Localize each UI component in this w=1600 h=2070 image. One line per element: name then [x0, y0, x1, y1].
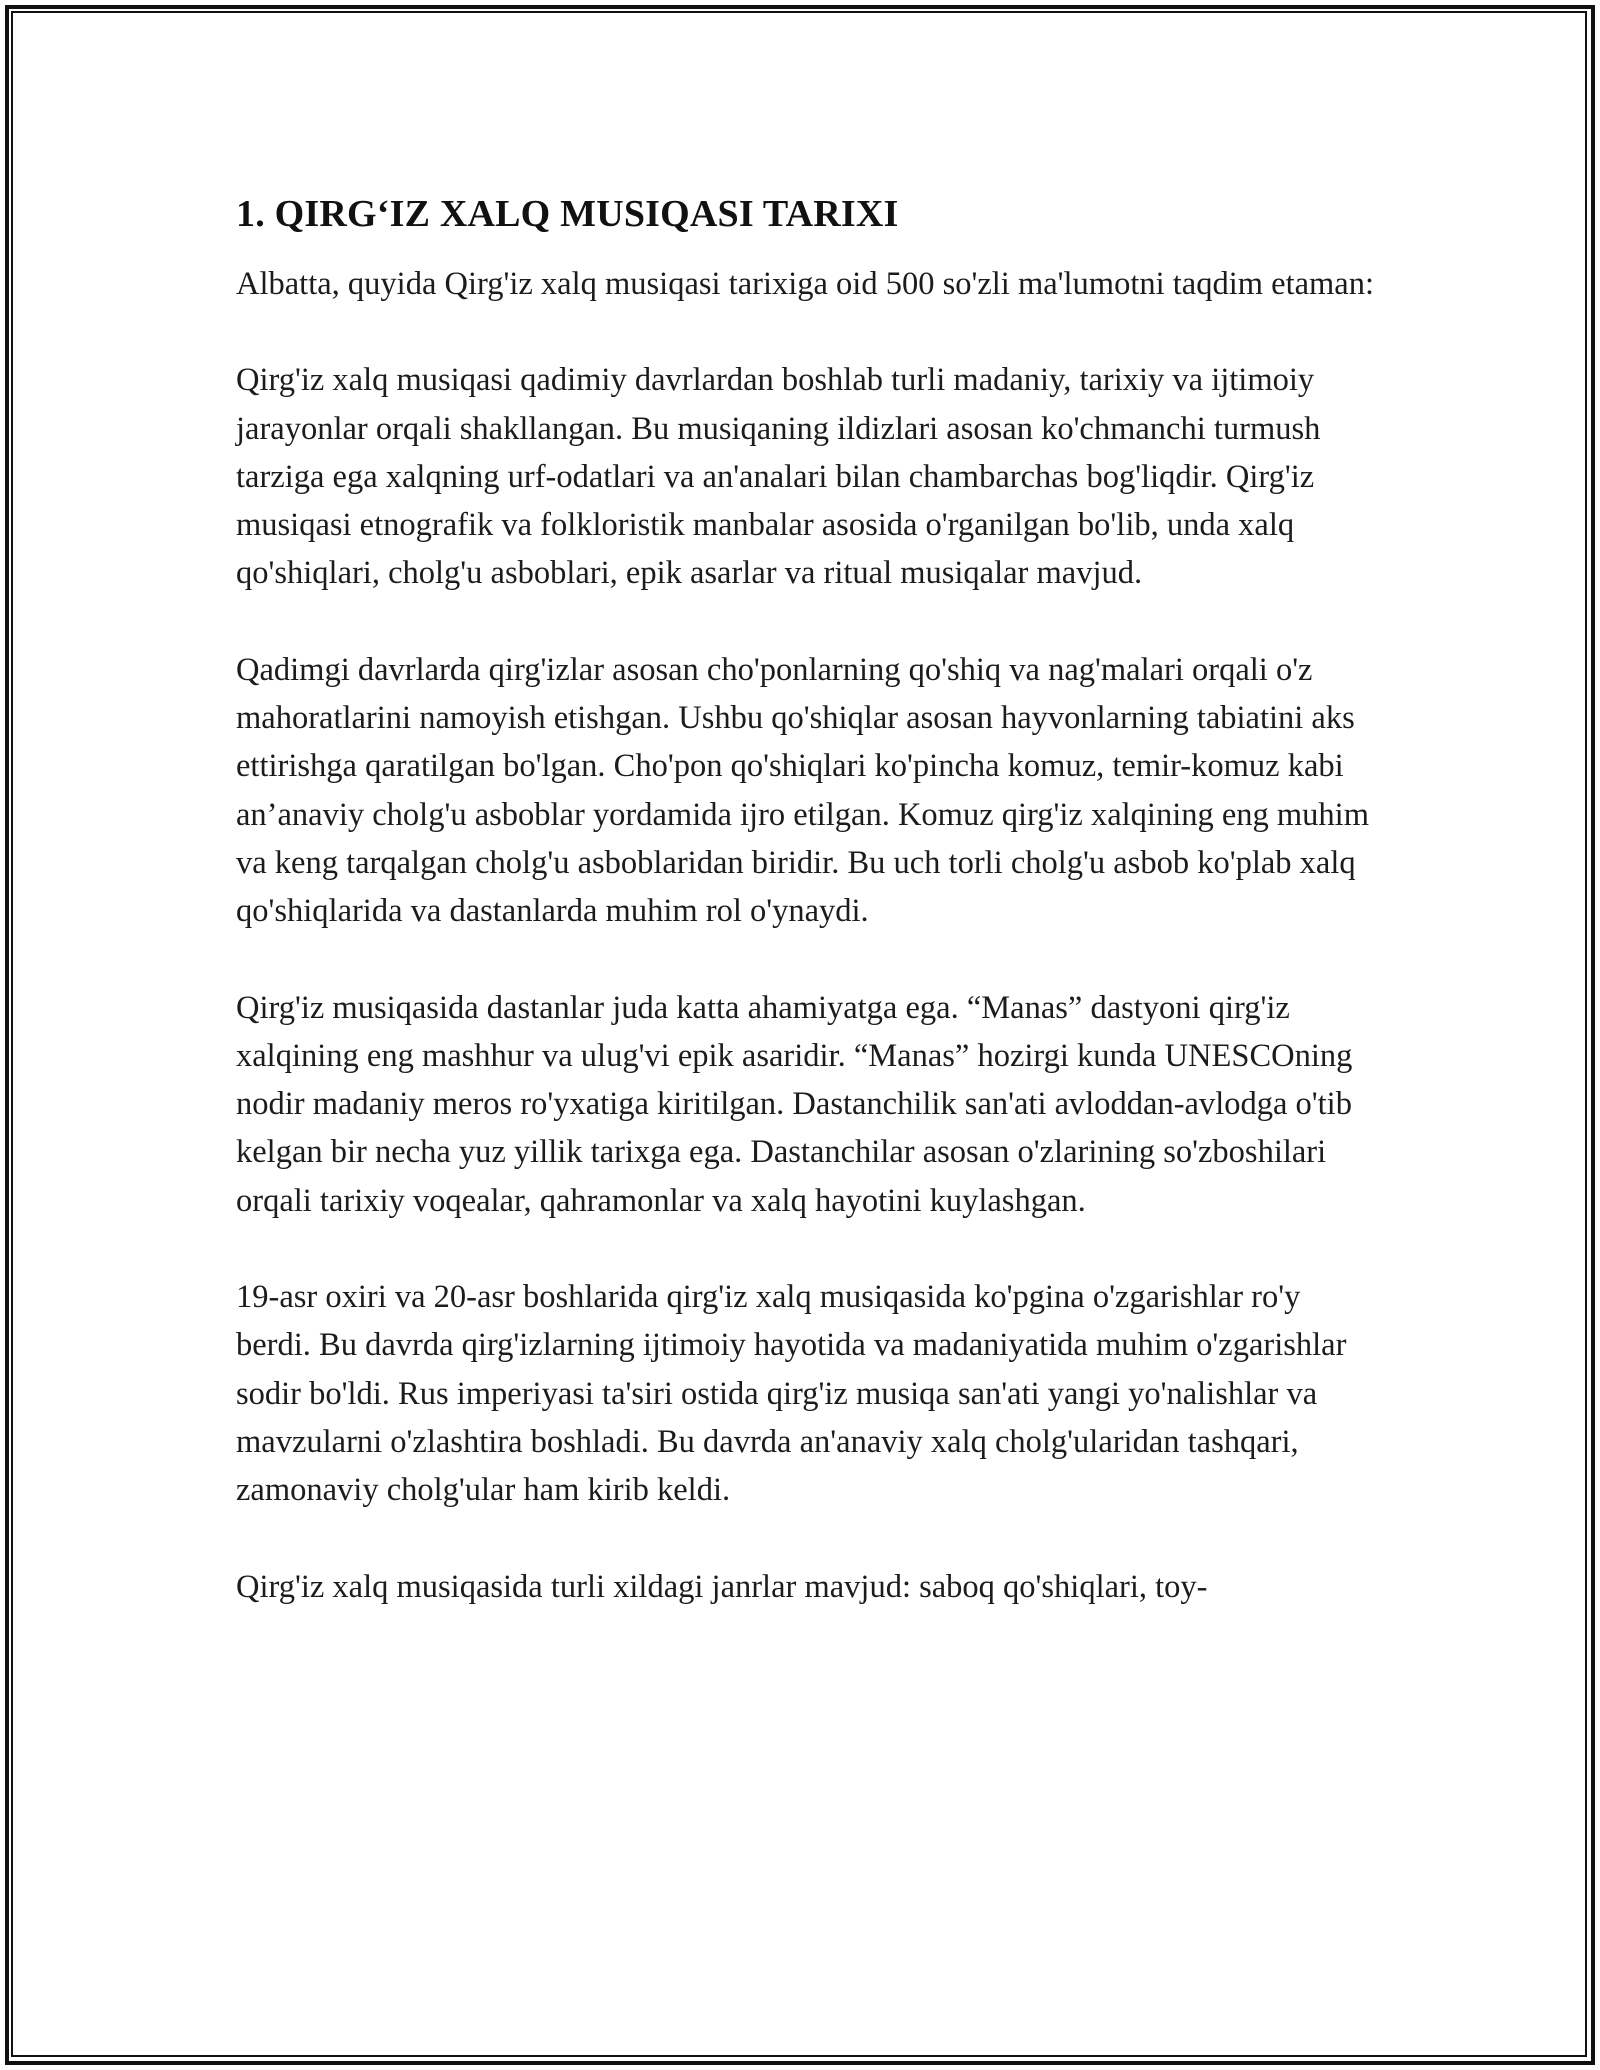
paragraph-genres: Qirg'iz xalq musiqasida turli xildagi janrlar mavjud: saboq qo'shiqlari, toy-	[236, 1568, 1208, 1605]
paragraph-intro: Albatta, quyida Qirg'iz xalq musiqasi tarixiga oid 500 so'zli ma'lumotni taqdim etaman:	[236, 266, 1375, 302]
paragraph-19th-20th-century: 19-asr oxiri va 20-asr boshlarida qirg'iz xalq musiqasida ko'pgina o'zgarishlar ro'y berdi. Bu davrda qirg'izlarning ijtimoiy hayotida va madaniyatida muhim o'zgarishlar sodir bo'ldi. Rus imperiyasi ta'siri ostida qirg'iz musiqa san'ati yangi yo'nalishlar va mavzularni o'zlashtira boshladi. Bu davrda an'anaviy xalq cholg'ularidan tashqari, zamonaviy cholg'ular ham kirib keldi.	[236, 1279, 1347, 1509]
paragraph-origins: Qirg'iz xalq musiqasi qadimiy davrlardan boshlab turli madaniy, tarixiy va ijtimoiy jarayonlar orqali shakllangan. Bu musiqaning ildizlari asosan ko'chmanchi turmush tarziga ega xalqning urf-odatlari va an'analari bilan chambarchas bog'liqdir. Qirg'iz musiqasi etnografik va folkloristik manbalar asosida o'rganilgan bo'lib, unda xalq qo'shiqlari, cholg'u asboblari, epik asarlar va ritual musiqalar mavjud.	[236, 362, 1321, 592]
section-heading: 1. QIRG‘IZ XALQ MUSIQASI TARIXI	[236, 193, 899, 235]
paragraph-dastans: Qirg'iz musiqasida dastanlar juda katta ahamiyatga ega. “Manas” dastyoni qirg'iz xalqining eng mashhur va ulug'vi epik asaridir. “Manas” hozirgi kunda UNESCOning nodir madaniy meros ro'yxatiga kiritilgan. Dastanchilik san'ati avloddan-avlodga o'tib kelgan bir necha yuz yillik tarixga ega. Dastanchilar asosan o'zlarining so'zboshilari orqali tarixiy voqealar, qahramonlar va xalq hayotini kuylashgan.	[236, 989, 1353, 1219]
document-body	[236, 188, 1376, 1659]
paragraph-ancient-times: Qadimgi davrlarda qirg'izlar asosan cho'ponlarning qo'shiq va nag'malari orqali o'z mahoratlarini namoyish etishgan. Ushbu qo'shiqlar asosan hayvonlarning tabiatini aks ettirishga qaratilgan bo'lgan. Cho'pon qo'shiqlari ko'pincha komuz, temir-komuz kabi an’anaviy cholg'u asboblar yordamida ijro etilgan. Komuz qirg'iz xalqining eng muhim va keng tarqalgan cholg'u asboblaridan biridir. Bu uch torli cholg'u asbob ko'plab xalq qo'shiqlarida va dastanlarda muhim rol o'ynaydi.	[236, 651, 1369, 930]
